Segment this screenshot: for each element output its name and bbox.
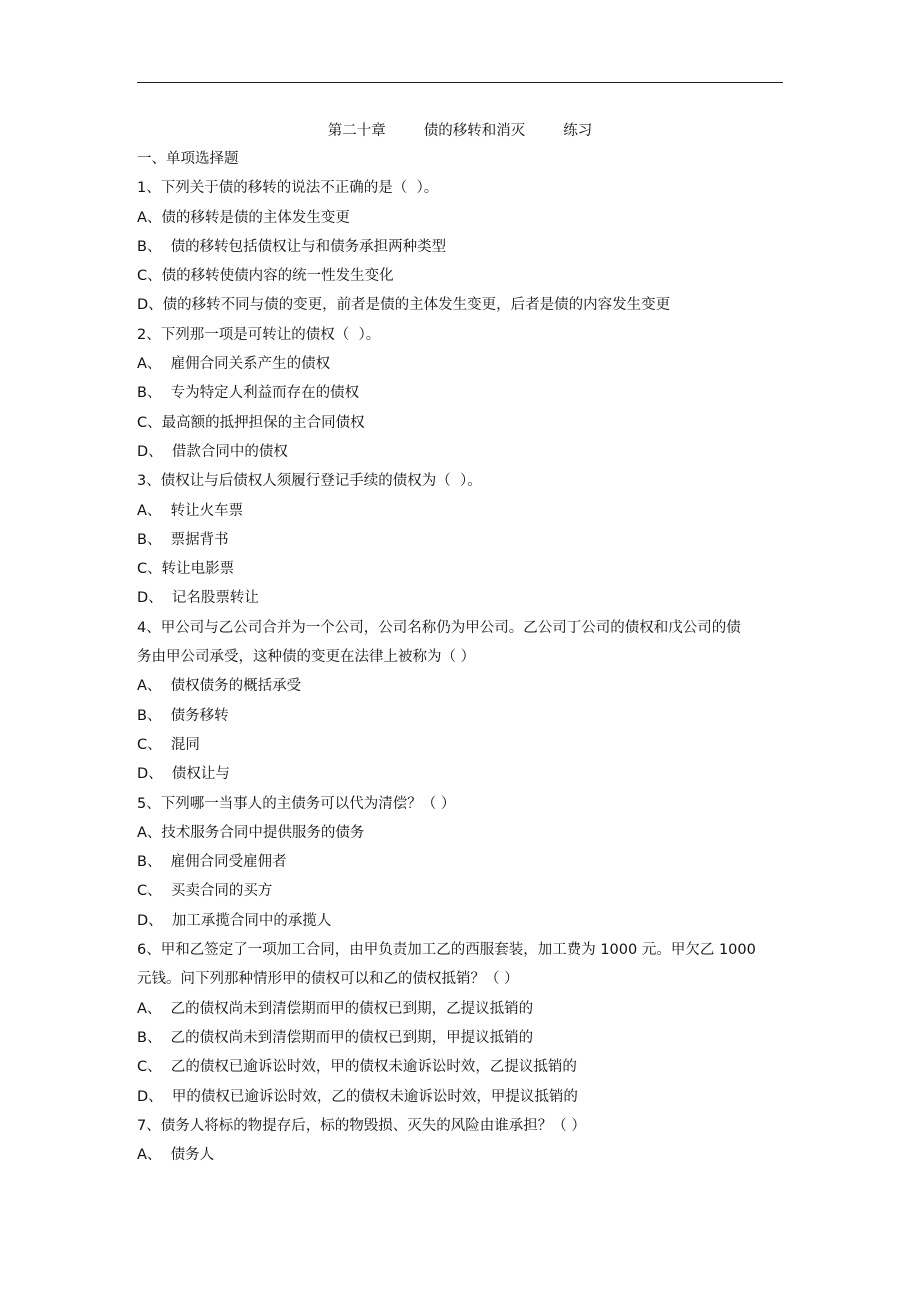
- question-line: 6、甲和乙签定了一项加工合同，由甲负责加工乙的西服套装，加工费为 1000 元。甲欠乙 1000: [137, 942, 756, 959]
- document-body: [137, 145, 787, 1170]
- title-topic: 债的移转和消灭: [423, 123, 526, 139]
- text-line: B、 票据背书: [137, 531, 229, 548]
- title-chapter: 第二十章: [327, 123, 386, 139]
- text-line: C、转让电影票: [137, 561, 235, 578]
- text-line: B、 债务移转: [137, 707, 229, 724]
- text-line: D、 加工承揽合同中的承揽人: [137, 912, 332, 929]
- question-line: 3、债权让与后债权人须履行登记手续的债权为（ ）。: [137, 473, 482, 490]
- text-line: B、 专为特定人利益而存在的债权: [137, 385, 360, 402]
- text-line: D、债的移转不同与债的变更，前者是债的主体发生变更，后者是债的内容发生变更: [137, 297, 671, 314]
- question-line: 7、债务人将标的物提存后，标的物毁损、灭失的风险由谁承担？（ ）: [137, 1117, 586, 1134]
- text-line: C、 乙的债权已逾诉讼时效，甲的债权未逾诉讼时效，乙提议抵销的: [137, 1059, 577, 1076]
- text-line: D、 债权让与: [137, 766, 230, 783]
- text-line: A、技术服务合同中提供服务的债务: [137, 824, 365, 841]
- text-line: D、 借款合同中的债权: [137, 443, 288, 460]
- text-line: B、 雇佣合同受雇佣者: [137, 854, 287, 871]
- title-kind: 练习: [563, 123, 593, 139]
- text-line: C、 混同: [137, 736, 200, 753]
- text-line: A、 债权债务的概括承受: [137, 678, 302, 695]
- text-line: A、 转让火车票: [137, 502, 244, 519]
- text-line: C、最高额的抵押担保的主合同债权: [137, 414, 365, 431]
- question-list: [137, 174, 787, 1170]
- header-rule: [137, 82, 783, 83]
- text-line: 务由甲公司承受，这种债的变更在法律上被称为（ ）: [137, 649, 476, 666]
- text-line: 元钱。问下列那种情形甲的债权可以和乙的债权抵销？（ ）: [137, 971, 519, 988]
- page-title: [0, 119, 920, 140]
- text-line: A、 雇佣合同关系产生的债权: [137, 356, 331, 373]
- question-line: 2、下列那一项是可转让的债权（ ）。: [137, 326, 381, 343]
- text-line: C、债的移转使债内容的统一性发生变化: [137, 268, 394, 285]
- text-line: C、 买卖合同的买方: [137, 883, 273, 900]
- question-line: 5、下列哪一当事人的主债务可以代为清偿？（ ）: [137, 795, 456, 812]
- question-line: 1、下列关于债的移转的说法不正确的是（ ）。: [137, 180, 439, 197]
- text-line: A、 债务人: [137, 1147, 215, 1164]
- text-line: D、 记名股票转让: [137, 590, 259, 607]
- section-heading: 一、单项选择题: [137, 151, 239, 167]
- question-line: 4、甲公司与乙公司合并为一个公司，公司名称仍为甲公司。乙公司丁公司的债权和戊公司的债: [137, 619, 741, 636]
- text-line: A、债的移转是债的主体发生变更: [137, 209, 350, 226]
- text-line: B、 乙的债权尚未到清偿期而甲的债权已到期，甲提议抵销的: [137, 1029, 534, 1046]
- text-line: A、 乙的债权尚未到清偿期而甲的债权已到期，乙提议抵销的: [137, 1000, 534, 1017]
- text-line: D、 甲的债权已逾诉讼时效，乙的债权未逾诉讼时效，甲提议抵销的: [137, 1088, 578, 1105]
- text-line: B、 债的移转包括债权让与和债务承担两种类型: [137, 238, 447, 255]
